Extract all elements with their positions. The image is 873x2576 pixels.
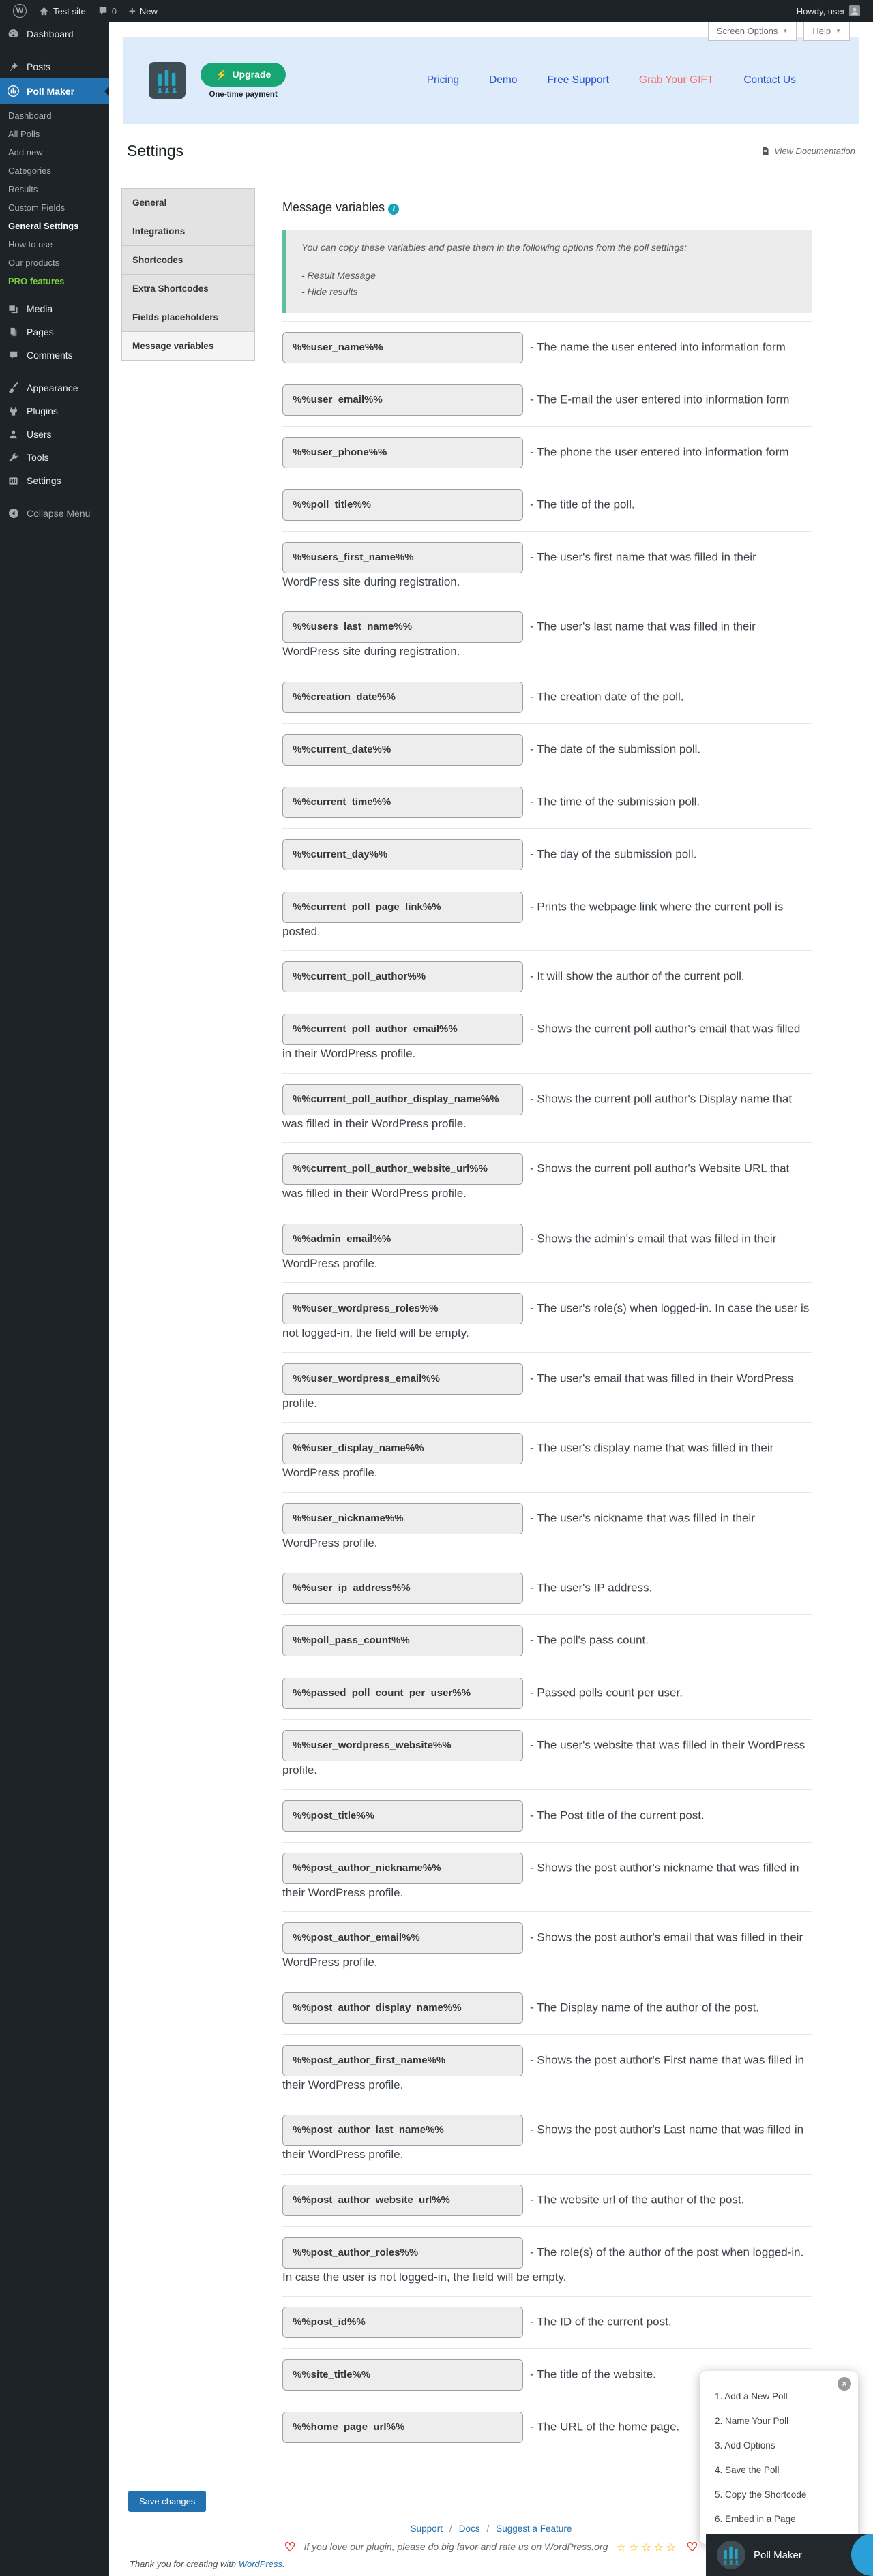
save-changes-button[interactable]: Save changes <box>128 2491 206 2512</box>
collapse-icon <box>7 508 20 519</box>
variable-description: - The title of the poll. <box>530 498 635 511</box>
variable-description: - The date of the submission poll. <box>530 742 701 756</box>
popup-item[interactable]: 4. Save the Poll <box>715 2465 780 2475</box>
sidebar-item-label: Pages <box>27 327 54 337</box>
variable-description: - The user's website that was filled in their WordPress profile. <box>282 1738 805 1777</box>
variable-token[interactable]: %%post_author_website_url%% <box>282 2185 523 2216</box>
variable-row <box>282 2174 812 2226</box>
variable-description: - Shows the post author's Last name that was filled in their WordPress profile. <box>282 2123 804 2162</box>
plugin-header-banner <box>123 37 859 124</box>
popup-list <box>715 2391 843 2524</box>
variable-token[interactable]: %%admin_email%% <box>282 1224 523 1255</box>
variable-token[interactable]: %%current_poll_author_email%% <box>282 1014 523 1045</box>
variable-description: - It will show the author of the current poll. <box>530 969 745 983</box>
variable-row <box>282 426 812 479</box>
sidebar-item-label: Plugins <box>27 406 58 416</box>
variable-row <box>282 2226 812 2297</box>
footer-link-suggest-a-feature[interactable]: Suggest a Feature <box>496 2524 572 2534</box>
settings-icon <box>7 476 20 486</box>
variable-description: - The URL of the home page. <box>530 2420 680 2434</box>
sidebar-subitem-results[interactable]: Results <box>8 184 38 194</box>
variable-row <box>282 776 812 828</box>
sidebar-item-plugins[interactable] <box>0 399 109 423</box>
quick-start-popup <box>700 2371 858 2544</box>
variable-description: - The user's first name that was filled in their WordPress site during registration. <box>282 550 756 588</box>
tab-general[interactable]: General <box>121 188 255 217</box>
sidebar-subitem-add-new[interactable]: Add new <box>8 147 43 157</box>
variable-description: - The day of the submission poll. <box>530 847 697 861</box>
help-label: Help <box>812 26 831 36</box>
plus-icon: + <box>128 4 136 18</box>
variable-row <box>282 1073 812 1143</box>
variable-description: - Shows the current poll author's email that was filled in their WordPress profile. <box>282 1022 801 1061</box>
nav-link-grab-your-gift[interactable]: Grab Your GIFT <box>638 74 714 86</box>
variable-token[interactable]: %%user_name%% <box>282 332 523 363</box>
variable-row <box>282 601 812 671</box>
upgrade-subtext: One-time payment <box>209 90 278 99</box>
variable-row <box>282 1842 812 1912</box>
sidebar-item-posts[interactable] <box>0 55 109 78</box>
new-label: New <box>139 5 158 16</box>
wordpress-logo-icon: W <box>13 4 27 18</box>
sidebar-item-label: Users <box>27 429 52 440</box>
thanks-period: . <box>282 2559 285 2569</box>
variable-token[interactable]: %%site_title%% <box>282 2359 523 2391</box>
screen-options-label: Screen Options <box>716 26 778 36</box>
howdy-text: Howdy, user <box>796 5 845 16</box>
variable-description: - The user's display name that was filled in their WordPress profile. <box>282 1441 774 1480</box>
sidebar-subitem-general-settings[interactable]: General Settings <box>8 221 79 231</box>
plugin-icon <box>7 406 20 416</box>
thanks-text: Thank you for creating with <box>130 2559 239 2569</box>
sidebar-item-label: Posts <box>27 61 51 72</box>
variable-description: - The creation date of the poll. <box>530 690 684 703</box>
variable-description: - The Display name of the author of the post. <box>530 2001 760 2014</box>
variable-description: - The user's role(s) when logged-in. In case the user is not logged-in, the field will be empty. <box>282 1301 810 1340</box>
page-title: Settings <box>127 142 184 160</box>
notice-option: - Result Message <box>301 270 376 281</box>
variable-token[interactable]: %%post_author_email%% <box>282 1922 523 1954</box>
variable-row <box>282 723 812 776</box>
variable-description: - Shows the current poll author's Website URL that was filled in their WordPress profile. <box>282 1162 790 1200</box>
variable-description: - The E-mail the user entered into information form <box>530 393 790 406</box>
sidebar-menu <box>0 22 109 525</box>
sidebar-item-tools[interactable] <box>0 446 109 469</box>
variable-token[interactable]: %%post_id%% <box>282 2307 523 2338</box>
variable-row <box>282 1003 812 1073</box>
tab-message-variables[interactable]: Message variables <box>121 332 255 361</box>
tab-shortcodes[interactable]: Shortcodes <box>121 246 255 275</box>
sidebar-item-settings[interactable] <box>0 469 109 492</box>
wordpress-link[interactable]: WordPress <box>238 2559 282 2569</box>
heart-icon: ♡ <box>284 2541 296 2555</box>
tools-icon <box>7 453 20 463</box>
variable-row <box>282 1667 812 1719</box>
variable-token[interactable]: %%current_poll_author_display_name%% <box>282 1084 523 1115</box>
variable-token[interactable]: %%post_author_nickname%% <box>282 1853 523 1884</box>
sidebar-submenu <box>0 104 109 297</box>
notice-option: - Hide results <box>301 286 358 297</box>
comment-count: 0 <box>111 5 117 16</box>
nav-link-pricing[interactable]: Pricing <box>426 74 460 86</box>
variable-row <box>282 374 812 426</box>
toolbar-tabs <box>701 22 850 41</box>
lightning-icon: ⚡ <box>216 68 228 80</box>
popup-item[interactable]: 6. Embed in a Page <box>715 2514 796 2524</box>
sidebar-subitem-dashboard[interactable]: Dashboard <box>8 110 52 121</box>
variable-token[interactable]: %%home_page_url%% <box>282 2412 523 2443</box>
sidebar-subitem-our-products[interactable]: Our products <box>8 258 60 268</box>
variable-description: - Passed polls count per user. <box>530 1686 683 1699</box>
footer-link-docs[interactable]: Docs <box>458 2524 480 2534</box>
heart-icon: ♡ <box>686 2541 698 2555</box>
variable-description: - The ID of the current post. <box>530 2315 672 2329</box>
variable-row <box>282 479 812 531</box>
variable-row <box>282 671 812 723</box>
variable-token[interactable]: %%user_email%% <box>282 384 523 416</box>
sidebar-subitem-all-polls[interactable]: All Polls <box>8 129 40 139</box>
variable-row <box>282 2034 812 2104</box>
variable-description: - Shows the post author's email that was filled in their WordPress profile. <box>282 1930 803 1969</box>
sidebar-item-collapse-menu[interactable] <box>0 502 109 525</box>
variable-token[interactable]: %%creation_date%% <box>282 682 523 713</box>
variable-token[interactable]: %%current_poll_page_link%% <box>282 892 523 923</box>
variable-row <box>282 1789 812 1842</box>
variable-description: - The title of the website. <box>530 2367 656 2381</box>
variable-token[interactable]: %%poll_title%% <box>282 489 523 521</box>
view-documentation-label: View Documentation <box>774 146 855 156</box>
nav-link-free-support[interactable]: Free Support <box>547 74 609 86</box>
sidebar-item-label: Appearance <box>27 382 78 393</box>
sidebar-item-comments[interactable] <box>0 344 109 367</box>
poll-maker-logo <box>149 62 186 99</box>
variable-description: - The name the user entered into information form <box>530 340 786 354</box>
variable-description: - Shows the post author's First name that was filled in their WordPress profile. <box>282 2053 804 2091</box>
sidebar-separator <box>0 46 109 55</box>
sidebar-subitem-how-to-use[interactable]: How to use <box>8 239 53 249</box>
variable-row <box>282 828 812 881</box>
variable-token[interactable]: %%current_poll_author%% <box>282 961 523 992</box>
variable-row <box>282 2104 812 2174</box>
nav-link-demo[interactable]: Demo <box>489 74 518 86</box>
sidebar-item-users[interactable] <box>0 423 109 446</box>
sidebar-separator <box>0 367 109 376</box>
sidebar-item-label: Settings <box>27 475 61 486</box>
upgrade-block <box>201 63 286 99</box>
variable-row <box>282 321 812 374</box>
settings-tabs <box>121 188 255 2474</box>
variable-description: - Prints the webpage link where the current poll is posted. <box>282 900 784 938</box>
upgrade-label: Upgrade <box>232 69 271 80</box>
variable-description: - The role(s) of the author of the post when logged-in. In case the user is not logged-in, the field will be empty. <box>282 2245 804 2284</box>
variable-token[interactable]: %%passed_poll_count_per_user%% <box>282 1678 523 1709</box>
variable-row <box>282 1492 812 1562</box>
upgrade-button[interactable] <box>201 63 286 87</box>
footer-link-support[interactable]: Support <box>410 2524 443 2534</box>
sidebar-item-dashboard[interactable] <box>0 22 109 46</box>
variable-row <box>282 1422 812 1492</box>
comments-link[interactable] <box>92 0 123 22</box>
site-link[interactable] <box>33 0 92 22</box>
variable-token[interactable]: %%user_display_name%% <box>282 1433 523 1464</box>
wordpress-menu-button[interactable] <box>7 0 33 22</box>
variable-row <box>282 1213 812 1283</box>
variable-token[interactable]: %%user_wordpress_website%% <box>282 1730 523 1761</box>
variable-description: - The phone the user entered into information form <box>530 445 789 459</box>
popup-item[interactable]: 2. Name Your Poll <box>715 2416 789 2426</box>
howdy-account-menu[interactable] <box>790 0 866 22</box>
variable-token[interactable]: %%user_ip_address%% <box>282 1573 523 1604</box>
variable-token[interactable]: %%post_title%% <box>282 1800 523 1832</box>
variable-row <box>282 531 812 601</box>
pages-icon <box>7 327 20 337</box>
view-documentation-link[interactable] <box>761 146 855 156</box>
variable-row <box>282 1719 812 1789</box>
info-icon[interactable]: i <box>388 204 399 215</box>
brush-icon <box>7 382 20 393</box>
variable-row <box>282 1614 812 1667</box>
sidebar-item-appearance[interactable] <box>0 376 109 399</box>
sidebar-item-label: Comments <box>27 350 73 361</box>
sidebar-item-label: Collapse Menu <box>27 508 91 519</box>
sidebar-subitem-pro-features[interactable]: PRO features <box>8 276 65 286</box>
variable-token[interactable]: %%post_author_last_name%% <box>282 2115 523 2146</box>
variable-row <box>282 1982 812 2034</box>
sidebar <box>0 22 109 2576</box>
sidebar-item-pages[interactable] <box>0 320 109 344</box>
sidebar-item-label: Media <box>27 303 53 314</box>
variable-description: - The user's email that was filled in their WordPress profile. <box>282 1372 794 1410</box>
variable-token[interactable]: %%user_phone%% <box>282 437 523 468</box>
variables-list <box>282 321 812 2454</box>
pin-icon <box>7 62 20 72</box>
variable-token[interactable]: %%current_time%% <box>282 787 523 818</box>
variable-description: - The website url of the author of the post. <box>530 2193 745 2207</box>
variable-token[interactable]: %%current_poll_author_website_url%% <box>282 1153 523 1185</box>
screen-options-button[interactable] <box>708 22 797 41</box>
sidebar-subitem-categories[interactable]: Categories <box>8 166 51 176</box>
variable-token[interactable]: %%user_nickname%% <box>282 1503 523 1534</box>
popup-item[interactable]: 1. Add a New Poll <box>715 2391 788 2401</box>
variable-row <box>282 950 812 1003</box>
nav-link-contact-us[interactable]: Contact Us <box>743 74 796 86</box>
poll-chart-icon <box>7 85 20 97</box>
settings-content <box>265 188 859 2474</box>
notice-box <box>282 230 812 313</box>
section-title-text: Message variables <box>282 200 385 214</box>
variable-description: - The poll's pass count. <box>530 1633 649 1647</box>
variable-row <box>282 2296 812 2348</box>
document-icon <box>761 147 770 155</box>
variable-token[interactable]: %%post_author_roles%% <box>282 2237 523 2269</box>
section-title <box>282 200 812 215</box>
variable-token[interactable]: %%users_last_name%% <box>282 611 523 643</box>
sidebar-item-label: Poll Maker <box>27 85 75 97</box>
banner-nav <box>397 74 796 87</box>
variable-token[interactable]: %%post_author_display_name%% <box>282 1992 523 2024</box>
variable-token[interactable]: %%current_date%% <box>282 734 523 766</box>
tab-extra-shortcodes[interactable]: Extra Shortcodes <box>121 275 255 303</box>
new-content-link[interactable] <box>123 0 164 22</box>
popup-item[interactable]: 3. Add Options <box>715 2440 775 2451</box>
caret-down-icon: ▼ <box>782 28 788 34</box>
poll-maker-logo <box>717 2541 745 2569</box>
notice-intro: You can copy these variables and paste them in the following options from the poll settings: <box>301 242 687 253</box>
footer-link-separator: / <box>449 2524 452 2534</box>
sidebar-item-label: Tools <box>27 452 49 463</box>
variable-row <box>282 1562 812 1614</box>
variable-row <box>282 1911 812 1982</box>
help-button[interactable] <box>803 22 850 41</box>
widget-blue-circle <box>851 2534 873 2576</box>
close-icon[interactable]: × <box>838 2377 851 2391</box>
tab-integrations[interactable]: Integrations <box>121 217 255 246</box>
footer-link-separator: / <box>486 2524 490 2534</box>
variable-description: - The time of the submission poll. <box>530 795 700 808</box>
rating-stars[interactable]: ☆☆☆☆☆ <box>616 2541 679 2554</box>
variable-row <box>282 1282 812 1352</box>
home-icon <box>39 6 49 16</box>
variable-description: - Shows the admin's email that was filled in their WordPress profile. <box>282 1232 777 1270</box>
widget-label: Poll Maker <box>754 2549 802 2561</box>
variable-token[interactable]: %%user_wordpress_roles%% <box>282 1293 523 1324</box>
sidebar-separator <box>0 492 109 502</box>
variable-token[interactable]: %%user_wordpress_email%% <box>282 1363 523 1395</box>
variable-row <box>282 1142 812 1213</box>
variable-description: - Shows the post author's nickname that was filled in their WordPress profile. <box>282 1861 799 1899</box>
variable-row <box>282 1352 812 1423</box>
tab-fields-placeholders[interactable]: Fields placeholders <box>121 303 255 332</box>
site-name: Test site <box>53 5 86 16</box>
media-icon <box>7 304 20 314</box>
sidebar-item-label: Dashboard <box>27 28 74 40</box>
page-head <box>127 142 855 160</box>
variable-token[interactable]: %%post_author_first_name%% <box>282 2045 523 2076</box>
variable-description: - The Post title of the current post. <box>530 1808 705 1822</box>
comment-icon <box>98 6 108 16</box>
rate-text: If you love our plugin, please do big favor and rate us on WordPress.org <box>304 2541 608 2553</box>
variable-token[interactable]: %%current_day%% <box>282 839 523 870</box>
poll-maker-widget[interactable] <box>706 2534 873 2576</box>
admin-bar <box>0 0 873 22</box>
avatar <box>849 5 860 16</box>
settings-panel <box>121 188 859 2474</box>
footer-thanks <box>130 2559 285 2569</box>
sidebar-item-poll-maker[interactable] <box>0 78 109 104</box>
sidebar-subitem-custom-fields[interactable]: Custom Fields <box>8 202 65 213</box>
sidebar-item-media[interactable] <box>0 297 109 320</box>
variable-description: - The user's IP address. <box>530 1581 653 1594</box>
users-icon <box>7 429 20 440</box>
variable-token[interactable]: %%users_first_name%% <box>282 542 523 573</box>
variable-row <box>282 881 812 951</box>
popup-item[interactable]: 5. Copy the Shortcode <box>715 2489 807 2500</box>
caret-down-icon: ▼ <box>835 28 841 34</box>
comment-icon <box>7 350 20 360</box>
variable-description: - Shows the current poll author's Display name that was filled in their WordPress profile. <box>282 1092 793 1130</box>
variable-description: - The user's last name that was filled in their WordPress site during registration. <box>282 620 756 658</box>
dashboard-icon <box>7 28 20 40</box>
variable-token[interactable]: %%poll_pass_count%% <box>282 1625 523 1656</box>
main-content <box>109 22 873 2576</box>
variable-description: - The user's nickname that was filled in their WordPress profile. <box>282 1511 755 1549</box>
